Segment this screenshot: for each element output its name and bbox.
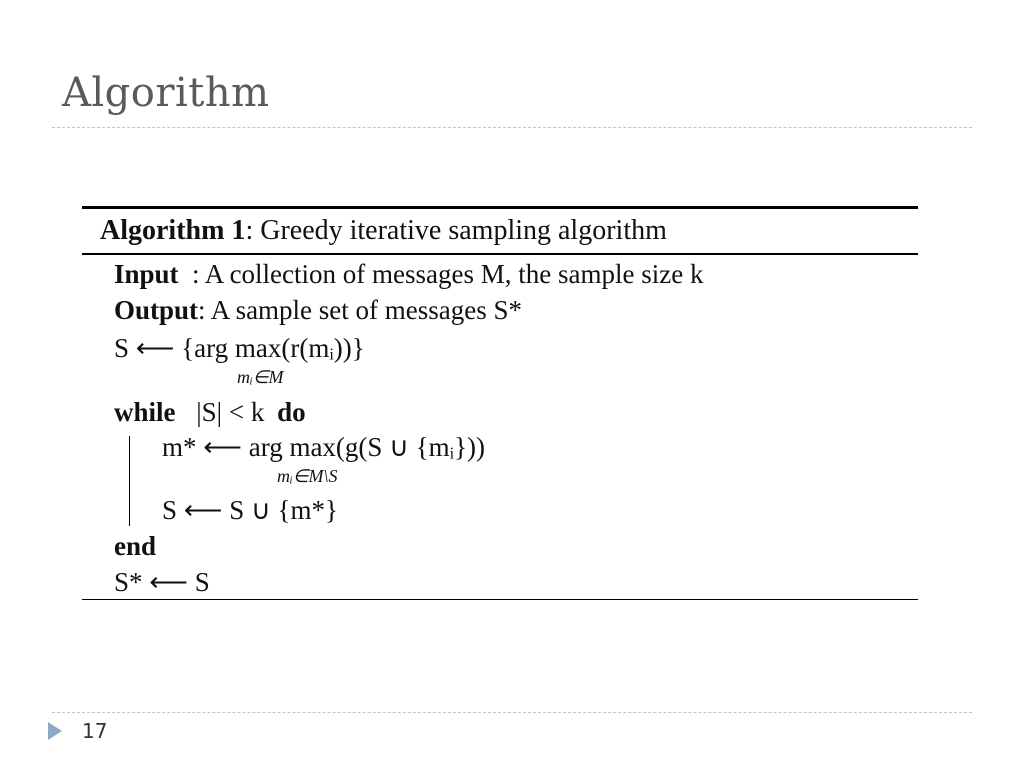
algorithm-label: Algorithm 1	[100, 215, 246, 246]
algorithm-body	[82, 255, 918, 599]
title-divider	[52, 127, 972, 128]
do-keyword: do	[277, 397, 306, 427]
footer-divider	[52, 712, 972, 713]
while-condition: |S| < k	[196, 397, 265, 427]
algorithm-caption: : Greedy iterative sampling algorithm	[245, 215, 667, 246]
init-subscript: mᵢ∈M	[237, 367, 284, 387]
algorithm-header	[82, 209, 918, 255]
while-line	[114, 397, 306, 428]
init-line: S ⟵ {arg max(r(mᵢ))}	[114, 333, 365, 363]
input-label: Input	[114, 259, 179, 289]
final-line: S* ⟵ S	[114, 567, 210, 597]
loop-body-bar	[129, 436, 130, 526]
triangle-bullet-icon	[48, 722, 62, 740]
input-line	[114, 259, 703, 290]
algorithm-block	[82, 206, 918, 600]
slide-title: Algorithm	[62, 70, 270, 116]
page-number: 17	[82, 719, 108, 743]
output-line	[114, 295, 522, 326]
update-line: S ⟵ S ∪ {m*}	[162, 495, 338, 525]
input-text: : A collection of messages M, the sample size k	[178, 259, 704, 289]
output-text: : A sample set of messages S*	[198, 295, 523, 325]
while-keyword: while	[114, 397, 176, 427]
end-keyword: end	[114, 531, 157, 561]
select-line: m* ⟵ arg max(g(S ∪ {mᵢ}))	[162, 432, 486, 462]
select-subscript: mᵢ∈M\S	[277, 466, 338, 486]
output-label: Output	[114, 295, 199, 325]
